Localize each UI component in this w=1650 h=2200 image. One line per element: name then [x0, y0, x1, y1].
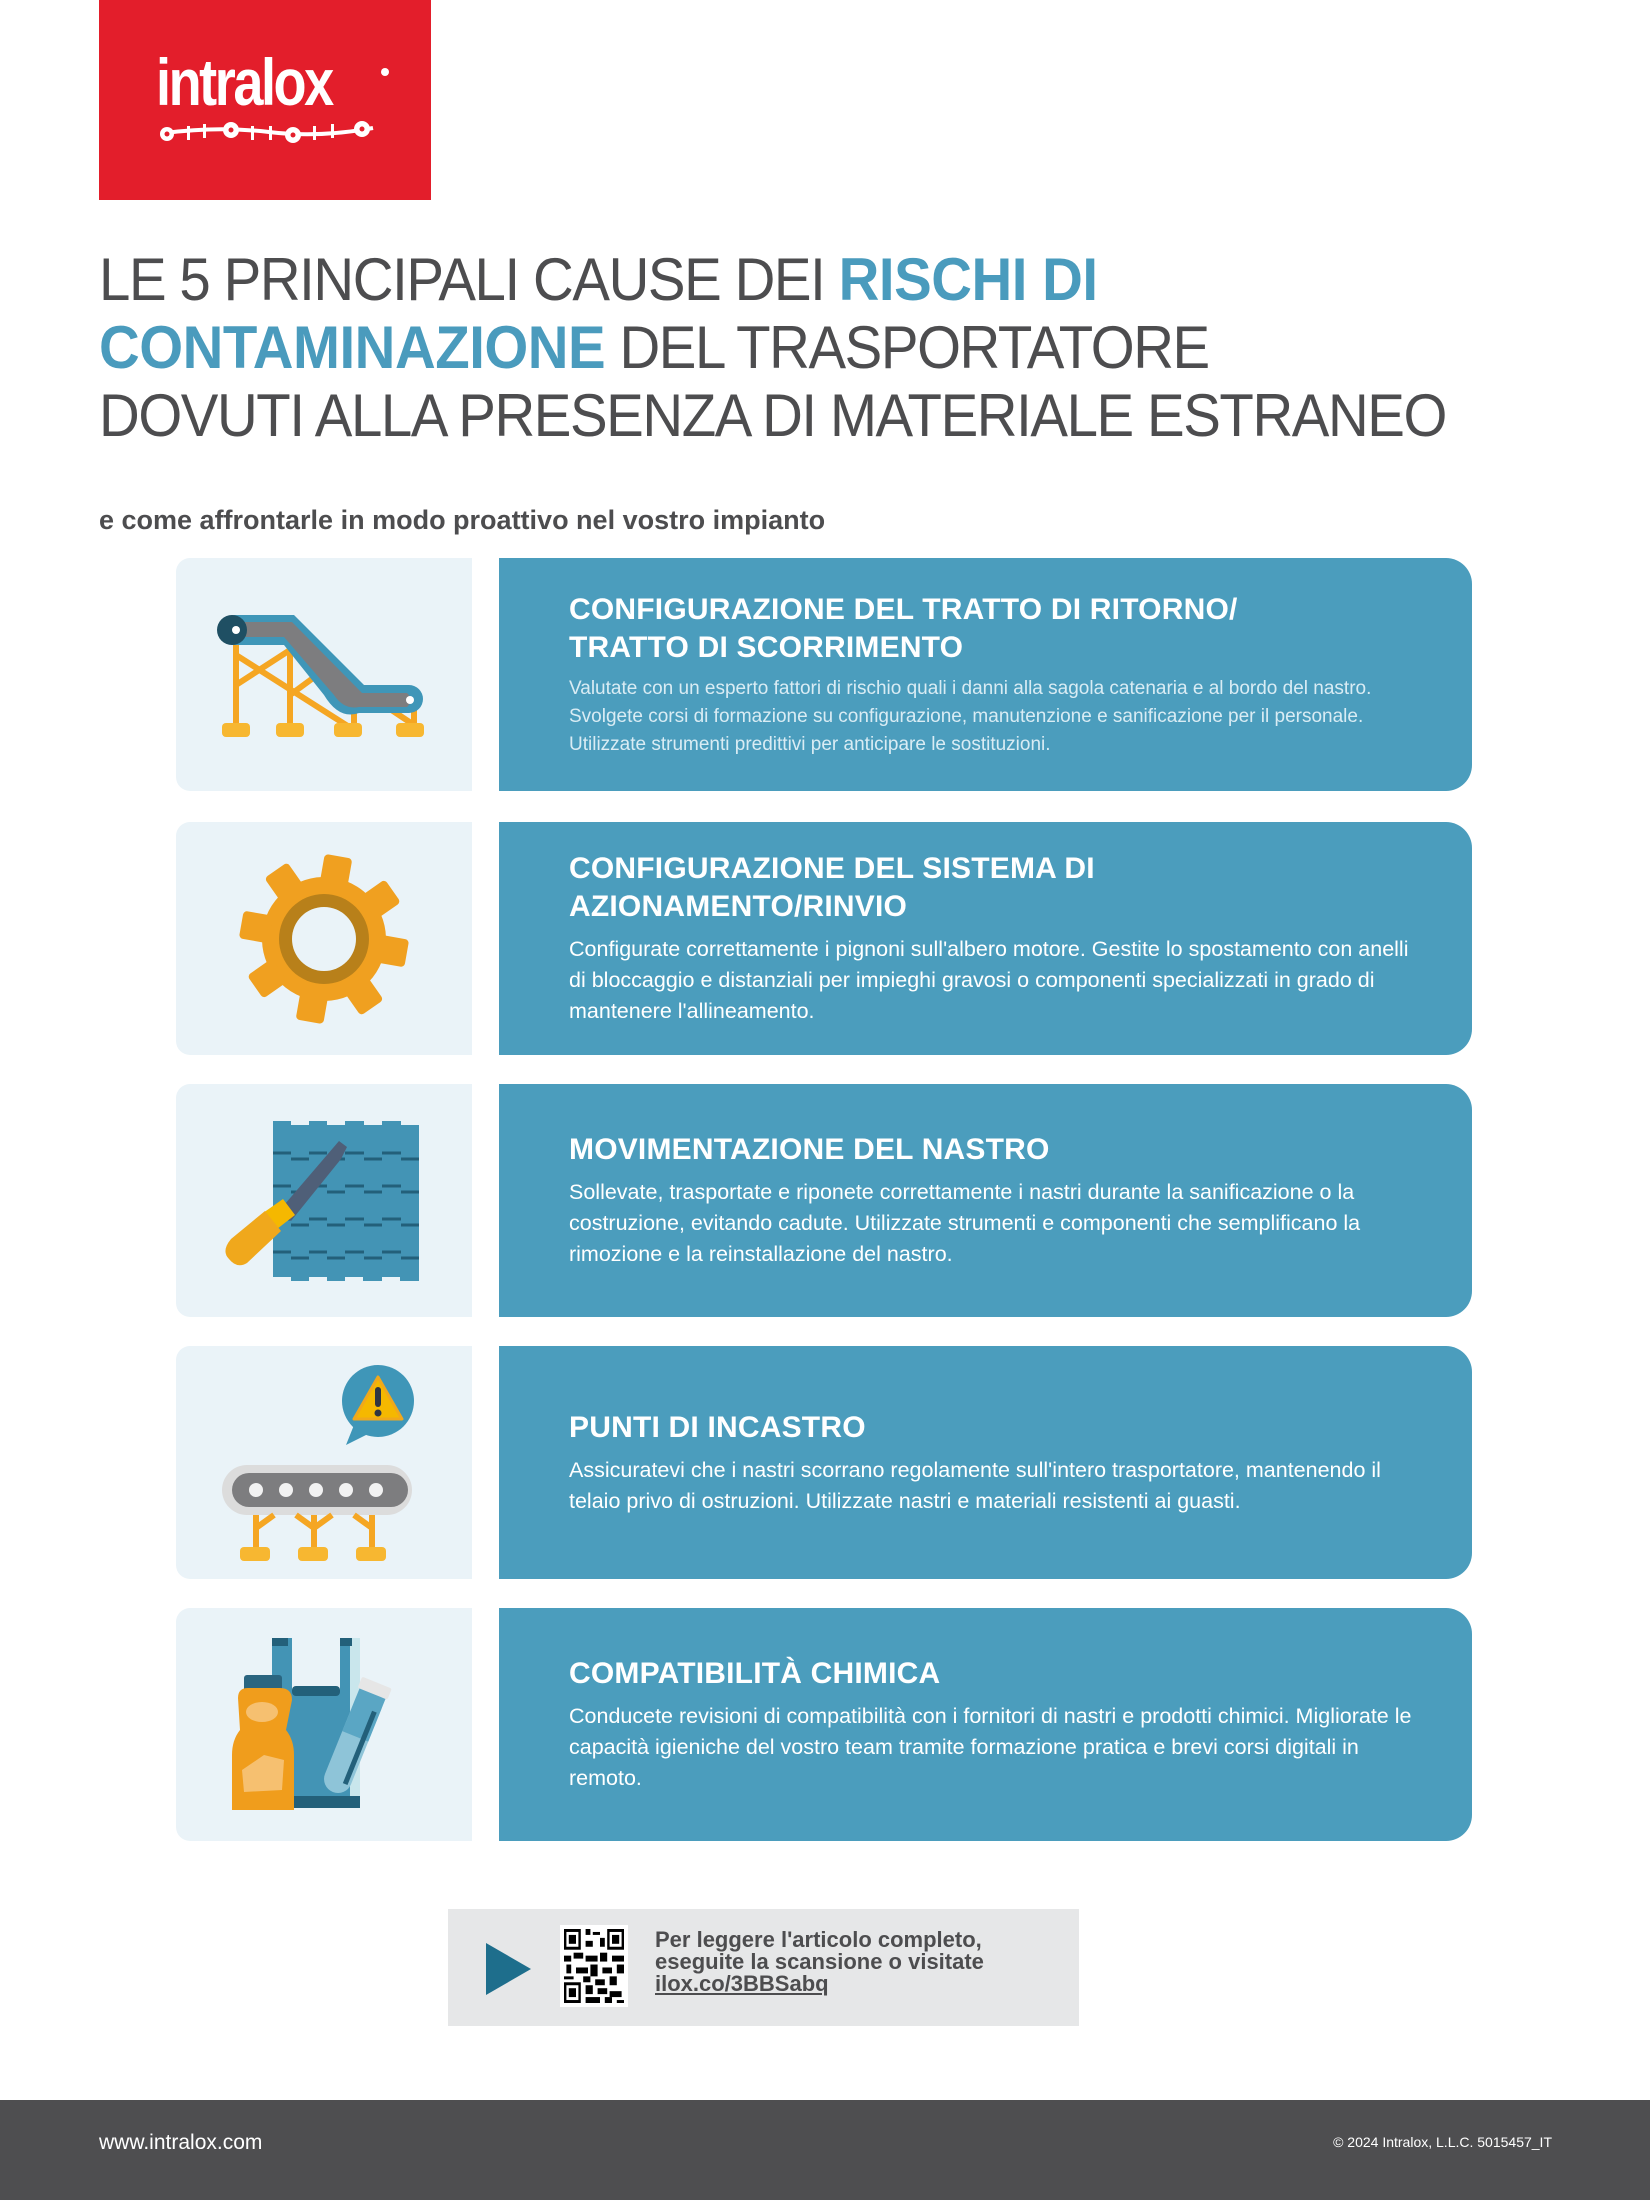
intralox-logo	[99, 0, 431, 200]
qr-code[interactable]	[560, 1925, 628, 2007]
cause-row	[176, 822, 1472, 1055]
page-title: LE 5 PRINCIPALI CAUSE DEI RISCHI DI CONTAMINAZIONE DEL TRASPORTATORE DOVUTI ALLA PRESENZA DI MATERIALE ESTRANEO	[99, 246, 1446, 449]
cause-card	[499, 558, 1472, 791]
website-link[interactable]: www.intralox.com	[99, 2131, 263, 2154]
inclined-conveyor-icon	[214, 595, 434, 755]
cause-title: CONFIGURAZIONE DEL SISTEMA DI AZIONAMENTO/RINVIO	[569, 852, 1095, 923]
cause-title: PUNTI DI INCASTRO	[569, 1410, 866, 1444]
cause-card	[499, 1084, 1472, 1317]
cause-row	[176, 1346, 1472, 1579]
cause-row	[176, 558, 1472, 791]
cause-description: Assicuratevi che i nastri scorrano regolamente sull'intero trasportatore, mantenendo il telaio privo di ostruzioni. Utilizzate nastri e materiali resistenti ai guasti.	[569, 1457, 1381, 1513]
belt-screwdriver-icon	[219, 1111, 429, 1291]
chain-icon	[159, 118, 379, 148]
cause-title: MOVIMENTAZIONE DEL NASTRO	[569, 1133, 1050, 1166]
cause-description: Sollevate, trasportate e riponete correttamente i nastri durante la sanificazione o la costruzione, evitando cadute. Utilizzate strumenti e componenti che semplificano la rimozione e la reinstallazione del nastro.	[569, 1180, 1361, 1266]
cause-card	[499, 1608, 1472, 1841]
article-link[interactable]: ilox.co/3BBSabq	[655, 1971, 829, 1996]
play-arrow-icon	[486, 1943, 531, 1995]
icon-panel	[176, 1084, 472, 1317]
cause-title: COMPATIBILITÀ CHIMICA	[569, 1657, 941, 1690]
icon-panel	[176, 1346, 472, 1579]
title-highlight: RISCHI DI	[838, 246, 1098, 313]
icon-panel	[176, 558, 472, 791]
qr-code-icon	[564, 1929, 624, 2003]
cause-description: Configurate correttamente i pignoni sull'albero motore. Gestite lo spostamento con anelli di bloccaggio e distanziali per impieghi gravosi o componenti specializzati in grado di mantenere l'allineamento.	[569, 937, 1409, 1023]
logo-wordmark: intralox	[156, 45, 332, 119]
cause-description: Valutate con un esperto fattori di rischio quali i danni alla sagola catenaria e al bordo del nastro. Svolgete corsi di formazione su configurazione, manutenzione e sanificazione per il personale. Utilizzate strumenti predittivi per anticipare le sostituzioni.	[569, 677, 1372, 755]
cause-row	[176, 1608, 1472, 1841]
cause-title: CONFIGURAZIONE DEL TRATTO DI RITORNO/ TRATTO DI SCORRIMENTO	[569, 592, 1238, 664]
chemical-products-icon	[224, 1630, 424, 1820]
title-highlight: CONTAMINAZIONE	[99, 314, 606, 381]
cause-card	[499, 1346, 1472, 1579]
page-subtitle: e come affrontarle in modo proattivo nel vostro impianto	[99, 505, 826, 535]
cause-description: Conducete revisioni di compatibilità con i fornitori di nastri e prodotti chimici. Migliorate le capacità igieniche del vostro team tramite formazione pratica e brevi corsi digitali in remoto.	[569, 1704, 1412, 1790]
copyright-notice: © 2024 Intralox, L.L.C. 5015457_IT	[1333, 2134, 1552, 2150]
cta-text: Per leggere l'articolo completo, eseguite la scansione o visitate ilox.co/3BBSabq	[655, 1927, 984, 1996]
conveyor-warning-icon	[214, 1363, 434, 1563]
gear-icon	[234, 849, 414, 1029]
article-cta	[448, 1909, 1079, 2026]
cause-row	[176, 1084, 1472, 1317]
icon-panel	[176, 1608, 472, 1841]
footer	[0, 2100, 1650, 2200]
icon-panel	[176, 822, 472, 1055]
cause-card	[499, 822, 1472, 1055]
registered-mark-icon	[381, 68, 389, 76]
